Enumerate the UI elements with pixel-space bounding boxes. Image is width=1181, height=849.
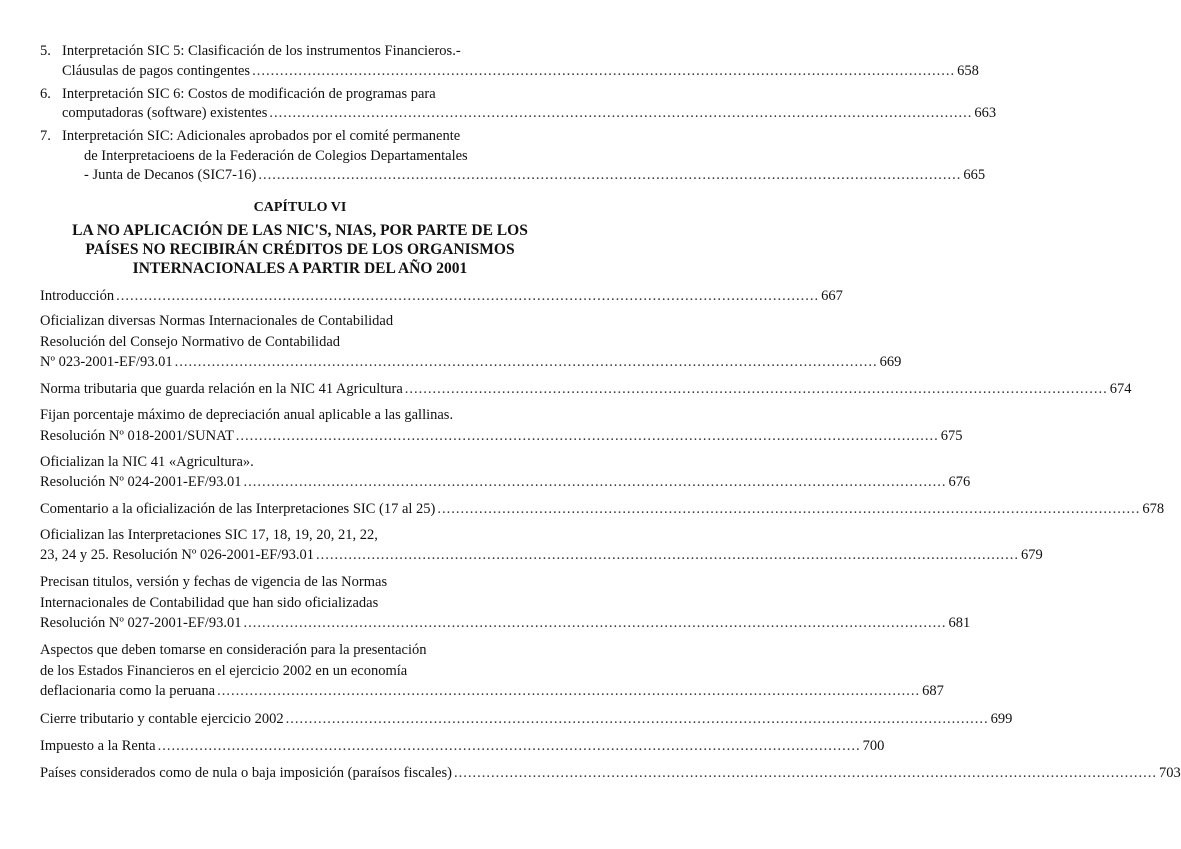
entry-line: Oficializan diversas Normas Internacionales de Contabilidad [40, 313, 394, 329]
entry-line: Oficializan la NIC 41 «Agricultura». [40, 454, 254, 470]
toc-entry-impuesto-renta: Impuesto a la Renta ........................................................................................................................................................ 700 [40, 738, 885, 754]
entry-line: Cláusulas de pagos contingentes [62, 63, 251, 79]
entry-leader-line: 23, 24 y 25. Resolución Nº 026-2001-EF/93.01 ........................................................................................................................................................ 679 [40, 547, 1043, 563]
entry-page-number: 675 [940, 428, 963, 444]
entry-line: Interpretación SIC: Adicionales aprobados por el comité permanente [62, 128, 461, 144]
dot-leader: ........................................................................................................................................................ [243, 474, 947, 490]
dot-leader: ........................................................................................................................................................ [174, 354, 878, 370]
dot-leader: ........................................................................................................................................................ [235, 428, 939, 444]
entry-page-number: 676 [948, 474, 971, 490]
entry-line: Interpretación SIC 5: Clasificación de los instrumentos Financieros.- [62, 43, 461, 59]
entry-page-number: 699 [990, 711, 1013, 727]
entry-leader-line: Resolución Nº 018-2001/SUNAT ........................................................................................................................................................ 675 [40, 428, 963, 444]
entry-leader-line [62, 104, 997, 122]
entry-line: Fijan porcentaje máximo de depreciación anual aplicable a las gallinas. [40, 407, 454, 423]
entry-line: - Junta de Decanos (SIC7-16) [84, 167, 257, 183]
toc-entry-introduccion: Introducción ........................................................................................................................................................ 667 [40, 288, 843, 304]
entry-page-number: 667 [821, 288, 843, 304]
entry-leader-line [62, 62, 979, 80]
entry-page-number: 658 [957, 63, 979, 79]
entry-line: de Interpretacioens de la Federación de Colegios Departamentales [84, 148, 468, 164]
entry-line: Interpretación SIC 6: Costos de modificación de programas para [62, 86, 436, 102]
dot-leader: ........................................................................................................................................................ [437, 501, 1141, 517]
dot-leader: ........................................................................................................................................................ [243, 615, 947, 631]
dot-leader: ........................................................................................................................................................ [285, 711, 989, 727]
entry-page-number: 663 [974, 105, 997, 121]
entry-number: 5. [40, 43, 51, 59]
dot-leader: ........................................................................................................................................................ [269, 105, 973, 121]
entry-page-number: 665 [963, 167, 986, 183]
entry-leader-line: deflacionaria como la peruana ........................................................................................................................................................ 687 [40, 683, 944, 699]
chapter-title-line: INTERNACIONALES A PARTIR DEL AÑO 2001 [132, 260, 468, 277]
toc-entry-cierre-tributario: Cierre tributario y contable ejercicio 2002 ........................................................................................................................................................ 699 [40, 711, 1013, 727]
entry-line: Internacionales de Contabilidad que han sido oficializadas [40, 595, 379, 611]
entry-line: de los Estados Financieros en el ejercicio 2002 en un economía [40, 663, 408, 679]
entry-page-number: 674 [1109, 381, 1132, 397]
entry-page-number: 703 [1158, 765, 1181, 781]
entry-leader-line: Nº 023-2001-EF/93.01 ........................................................................................................................................................ 669 [40, 354, 902, 370]
dot-leader: ........................................................................................................................................................ [404, 381, 1108, 397]
dot-leader: ........................................................................................................................................................ [217, 683, 921, 699]
chapter-label: CAPÍTULO VI [253, 200, 347, 215]
entry-line: Precisan titulos, versión y fechas de vigencia de las Normas [40, 574, 388, 590]
entry-line: computadoras (software) existentes [62, 105, 268, 121]
toc-entry-comentario: Comentario a la oficialización de las Interpretaciones SIC (17 al 25) ........................................................................................................................................................ 678 [40, 501, 1165, 517]
chapter-title-line: LA NO APLICACIÓN DE LAS NIC'S, NIAS, POR PARTE DE LOS [72, 222, 528, 239]
entry-leader-line [84, 166, 986, 184]
dot-leader: ........................................................................................................................................................ [252, 63, 956, 79]
entry-number: 7. [40, 128, 51, 144]
dot-leader: ........................................................................................................................................................ [453, 765, 1157, 781]
entry-page-number: 679 [1020, 547, 1043, 563]
entry-page-number: 678 [1142, 501, 1165, 517]
toc-entry-norma-tributaria: Norma tributaria que guarda relación en la NIC 41 Agricultura ........................................................................................................................................................ 674 [40, 381, 1132, 397]
dot-leader: ........................................................................................................................................................ [258, 167, 962, 183]
entry-line: Oficializan las Interpretaciones SIC 17, 18, 19, 20, 21, 22, [40, 527, 378, 543]
chapter-title-line: PAÍSES NO RECIBIRÁN CRÉDITOS DE LOS ORGANISMOS [85, 241, 515, 258]
dot-leader: ........................................................................................................................................................ [157, 738, 861, 754]
entry-leader-line: Resolución Nº 024-2001-EF/93.01 ........................................................................................................................................................ 676 [40, 474, 971, 490]
entry-leader-line: Resolución Nº 027-2001-EF/93.01 ........................................................................................................................................................ 681 [40, 615, 971, 631]
entry-line: Aspectos que deben tomarse en consideración para la presentación [40, 642, 427, 658]
entry-page-number: 669 [879, 354, 902, 370]
entry-line: Resolución del Consejo Normativo de Contabilidad [40, 334, 341, 350]
entry-page-number: 687 [922, 683, 944, 699]
toc-entry-paises-considerados: Países considerados como de nula o baja imposición (paraísos fiscales) ........................................................................................................................................................ 703 [40, 765, 1181, 781]
entry-page-number: 681 [948, 615, 971, 631]
dot-leader: ........................................................................................................................................................ [116, 288, 820, 304]
dot-leader: ........................................................................................................................................................ [315, 547, 1019, 563]
entry-page-number: 700 [862, 738, 885, 754]
entry-number: 6. [40, 86, 51, 102]
